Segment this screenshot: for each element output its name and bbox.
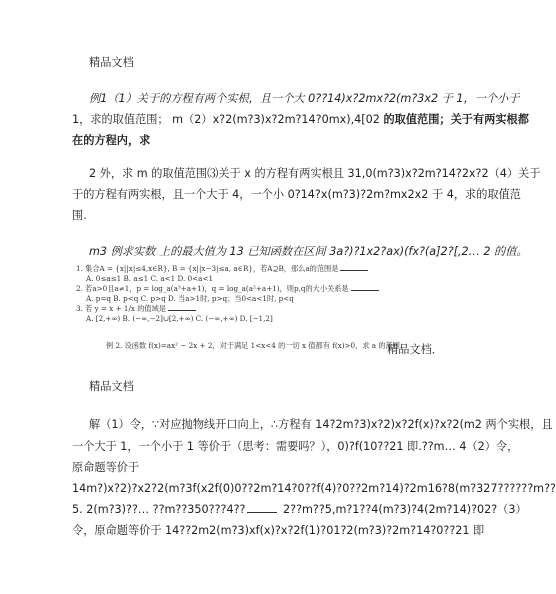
solution-line1: 解（1）令，∵对应抛物线开口向上，∴方程有 14?2m?3)x?2)x?2f(x)?x?2(m2 两个实根，且 (89, 418, 553, 431)
small-q2-text: 2. 若a>0且a≠1，p = log_a(a³+a+1)，q = log_a(a²+a+1)，则p,q的大小关系是 (76, 284, 349, 293)
solution-line2: 一个大于 1，一个小于 1 等价于（思考：需要吗？），0)?f(10??21 即.??m… 4（2）令， (72, 440, 519, 453)
solution-line5-text-b: 2??m??5,m?1??4(m?3)?4(2m?14)?02?（3） (279, 503, 527, 516)
small-q3-options: A. [2,+∞) B. (−∞,−2]∪[2,+∞) C. (−∞,+∞) D. [−1,2] (86, 314, 273, 323)
small-q2 (76, 284, 381, 293)
small-q1-text: 1. 集合A = {x||x|≤4,x∈R}, B = {x||x−3|≤a, a∈R}，若A⊇B，那么a的范围是 (76, 264, 339, 273)
example1-line3: 在的方程内，求 (72, 134, 151, 147)
small-q2-options: A. p=q B. p<q C. p>q D. 当a>1时, p>q；当0<a<1时, p<q (86, 294, 294, 303)
blank-line (247, 512, 277, 513)
solution-line6: 令，原命题等价于 14??2m2(m?3)xf(x)?x?2f(1)?01?2(m?3)?2m?14?0??21 即 (72, 524, 485, 537)
solution-line3: 原命题等价于 (72, 461, 140, 474)
blank-line (340, 270, 368, 271)
small-q1-options: A. 0≤a≤1 B. a≤1 C. a<1 D. 0<a<1 (86, 274, 214, 283)
solution-line4: 14m?)x?2)?x2?2(m?3f(x2f(0)0??2m?14?0??f(4)?0??2m?14)?2m16?8(m?327??????m?? (72, 482, 556, 495)
footer-watermark: 精品文档 (89, 380, 134, 393)
small-q3 (76, 304, 198, 313)
solution-line5 (72, 503, 527, 517)
small-q3-text: 3. 若 y = x + 1/x 的值域是 (76, 304, 166, 313)
example2-text: 例 2. 设函数 f(x)=ax² − 2x + 2，对于满足 1<x<4 的一切 x 值都有 f(x)>0，求 a 的范围。 (106, 341, 408, 350)
example2-tail-watermark: 精品文档． (387, 343, 443, 356)
solution-line5-text-a: 5. 2(m?3)??… ??m??350???4?? (72, 503, 246, 516)
example1-line1: 例1（1）关于的方程有两个实根，且一个大 0??14)x?2mx?2(m?3x2 于 1，一个小于 (89, 92, 520, 105)
p2-line3: 围. (72, 209, 87, 222)
example1-line2-bold: 的取值范围；关于有两实根都 (383, 113, 529, 126)
blank-line (351, 290, 379, 291)
small-q1 (76, 264, 370, 273)
blank-line (168, 310, 196, 311)
example1-line2-text: 1，求的取值范围； m（2）x?2(m?3)x?2m?14?0mx),4[02 (72, 113, 384, 126)
p2-line1: 2 外，求 m 的取值范围⑶关于 x 的方程有两实根且 31,0(m?3)x?2m?14?2x?2（4）关于 (89, 167, 541, 180)
p3-line1: m3 例求实数 上的最大值为 13 已知函数在区间 3a?)?1x2?ax)(fx?(a]2?[,2… 2 的值。 (89, 245, 528, 258)
example1-line2 (72, 113, 529, 127)
p2-line2: 于的方程有两实根，且一个大于 4，一个小 0?14?x(m?3)?2m?mx2x2 于 4，求的取值范 (72, 188, 521, 201)
header-watermark: 精品文档 (89, 56, 134, 69)
